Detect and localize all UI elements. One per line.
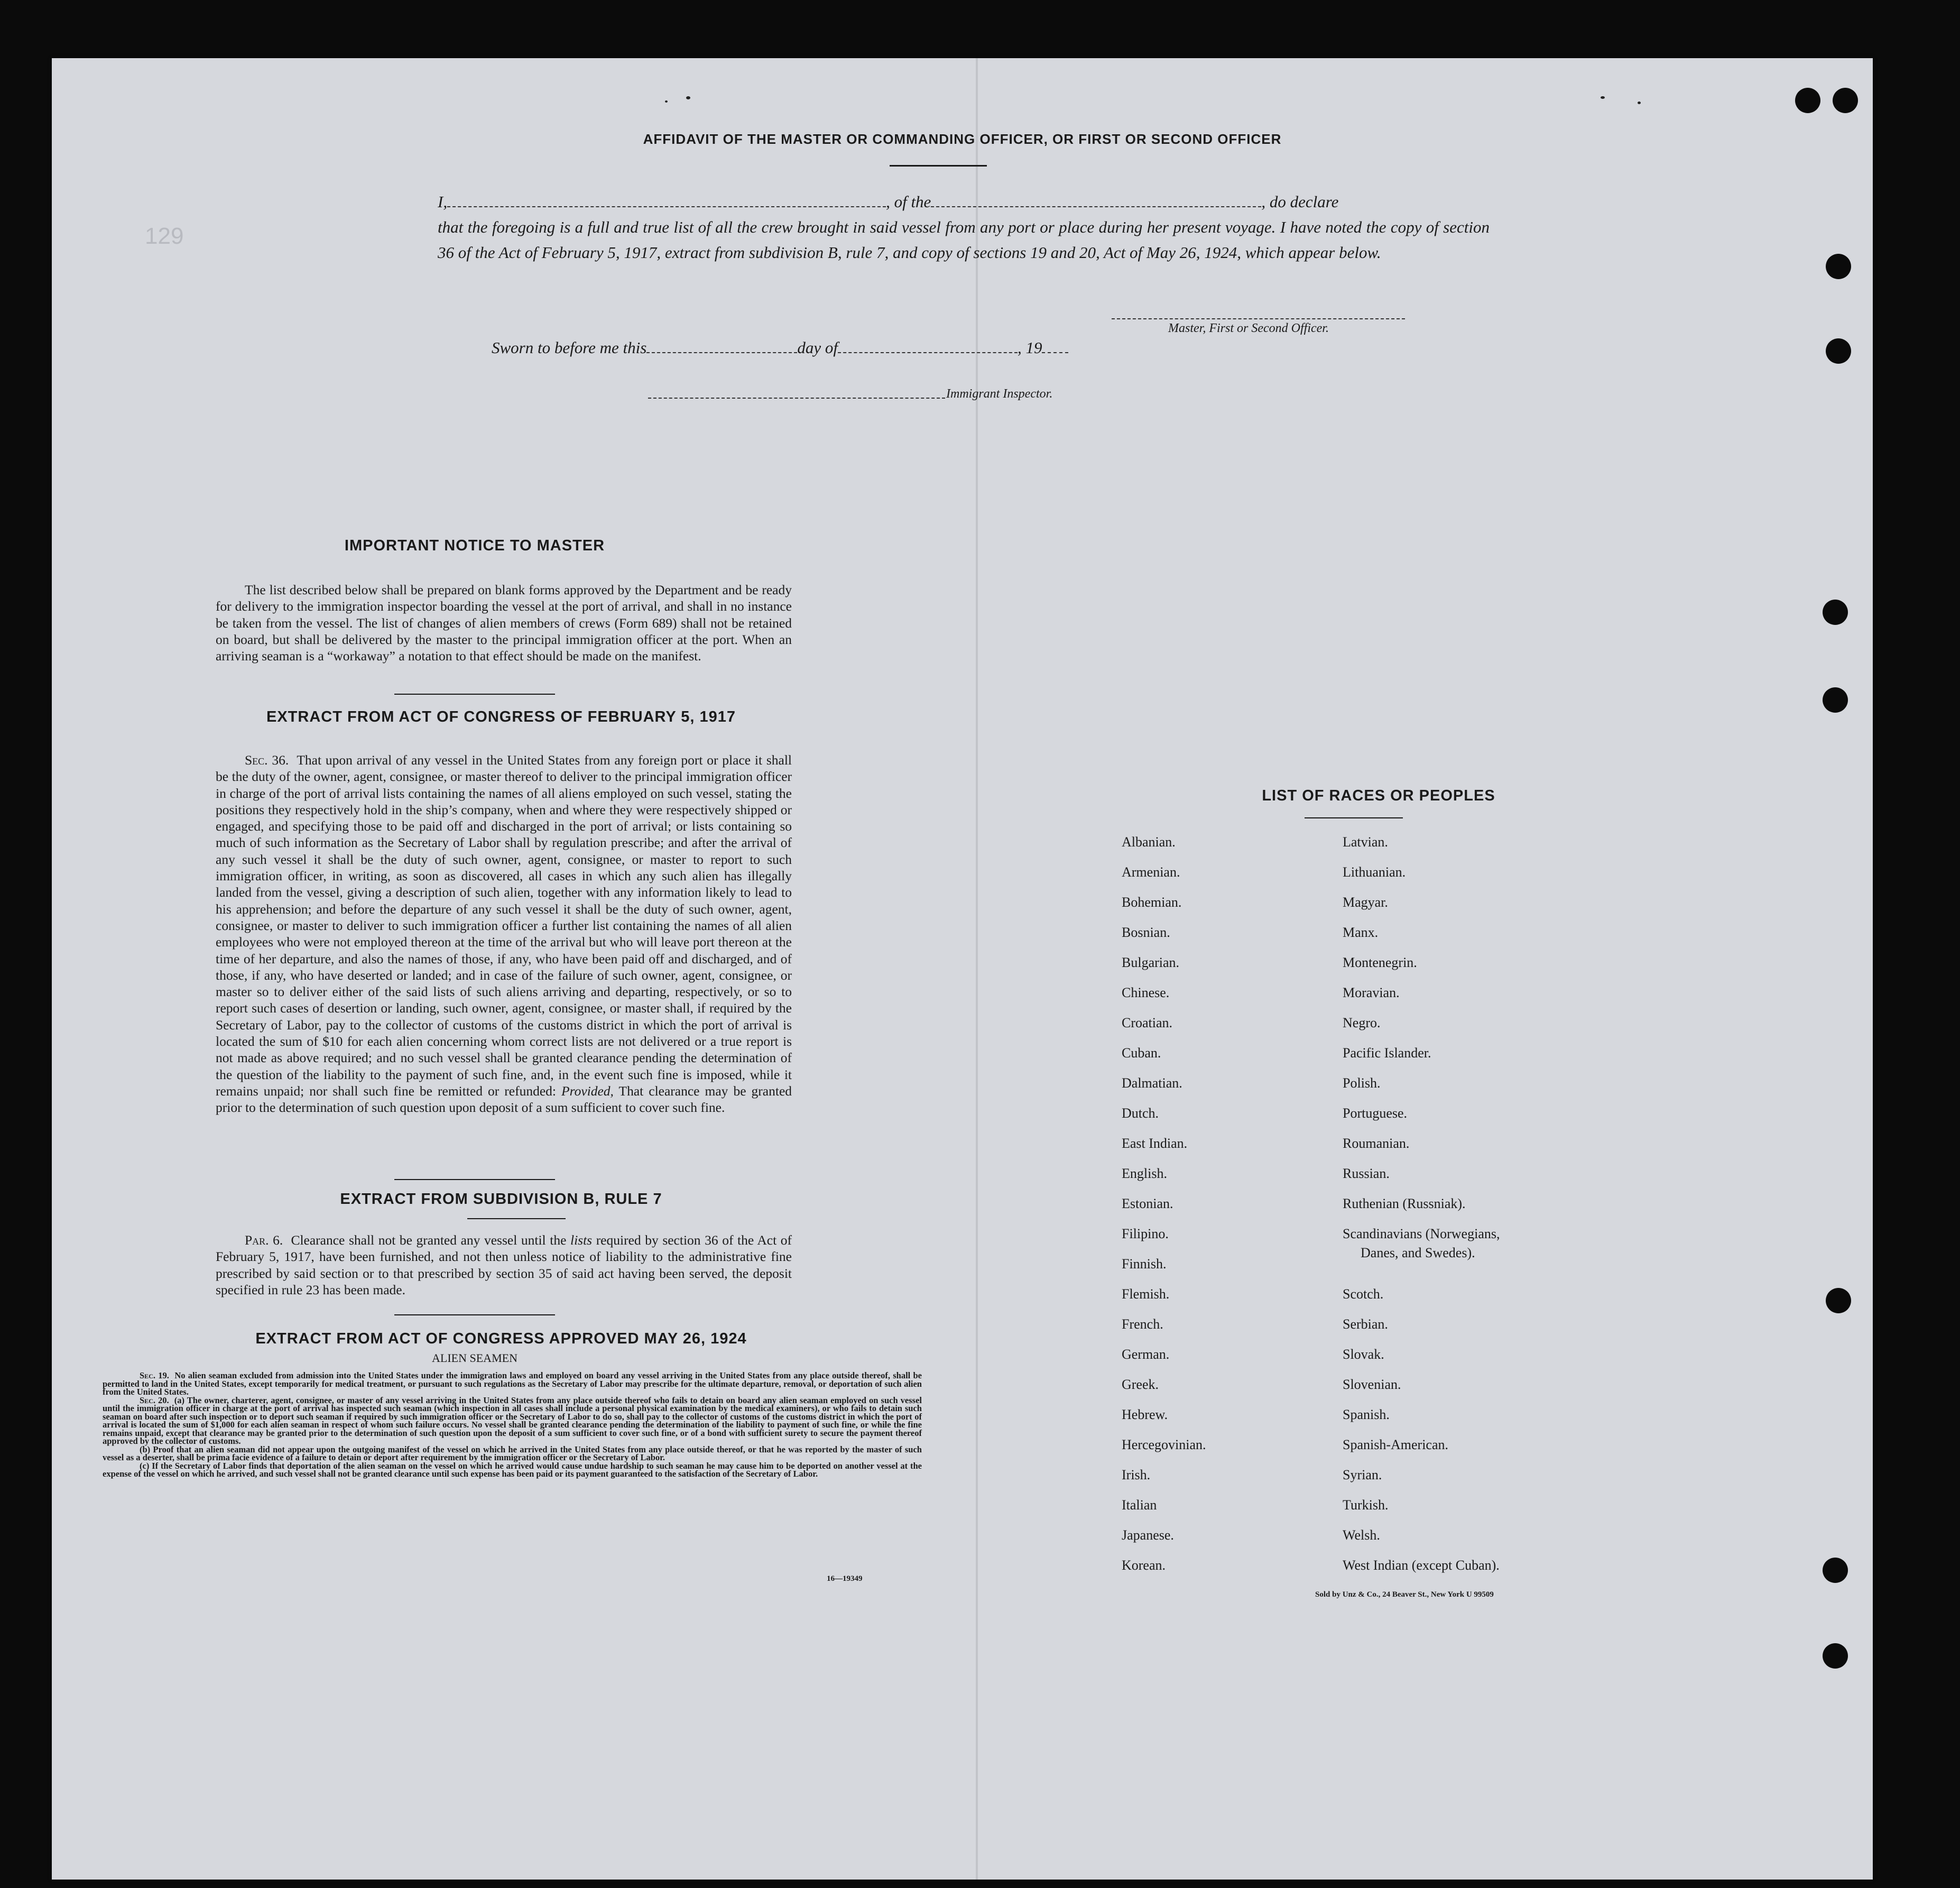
race-item: Lithuanian. xyxy=(1343,864,1406,880)
race-item: Korean. xyxy=(1122,1558,1166,1573)
race-item: Albanian. xyxy=(1122,834,1176,850)
punch-hole xyxy=(1823,600,1848,625)
race-item: Japanese. xyxy=(1122,1527,1174,1543)
speck xyxy=(665,100,668,103)
month-field-line xyxy=(838,342,1018,353)
punch-hole xyxy=(1826,1288,1851,1313)
vessel-field-line xyxy=(931,196,1261,207)
race-item: Estonian. xyxy=(1122,1196,1173,1211)
race-item: Magyar. xyxy=(1343,895,1388,910)
race-item: West Indian (except Cuban). xyxy=(1343,1558,1500,1573)
sec20a-text: (a) The owner, charterer, agent, consignee, or master of any vessel arriving in the United States from any place outside thereof who fails to detain on board any alien seaman employed on such vessel until the immigration officer in charge at the port of arrival has inspected such seaman (which inspection in all cases shall include a personal physical examination by the medical examiners), or who fails to detain such seaman on board after such inspection or to deport such seaman if required by such immigration officer or the Secretary of Labor to do so, shall pay to the collector of customs of the customs district in which the port of arrival is located the sum of $1,000 for each alien seaman in respect of whom such failure occurs. No vessel shall be granted clearance pending the determination of the liability to payment of such fine, or while the fine remains unpaid, except that clearance may be granted prior to the determination of such question upon the deposit of a sum sufficient to cover such fine, or of a bond with sufficient surety to secure the payment thereof approved by the collector of customs. xyxy=(103,1395,922,1446)
center-fold xyxy=(976,58,978,1880)
race-item: Hercegovinian. xyxy=(1122,1437,1206,1452)
race-item: Dutch. xyxy=(1122,1106,1159,1121)
punch-hole xyxy=(1826,254,1851,279)
section-divider xyxy=(394,694,555,695)
race-item: Armenian. xyxy=(1122,864,1180,880)
sec20-label: Sec. 20. xyxy=(140,1395,169,1405)
punch-hole xyxy=(1823,1643,1848,1669)
race-item: Greek. xyxy=(1122,1377,1159,1392)
par6-text-a: Clearance shall not be granted any vessel until the xyxy=(291,1232,567,1248)
race-item: Flemish. xyxy=(1122,1286,1170,1302)
race-item: Roumanian. xyxy=(1343,1136,1410,1151)
speck xyxy=(1601,96,1605,99)
title-rule xyxy=(890,165,987,167)
race-item: Slovenian. xyxy=(1343,1377,1401,1392)
par6-text-b: required by section 36 of the Act of February 5, 1917, have been furnished, and not then unless notice of liability to the administrative fine prescribed by said section or to that prescribed by section 35 of said act having been served, the deposit specified in rule 23 has been made. xyxy=(216,1232,792,1297)
race-item: Spanish. xyxy=(1343,1407,1390,1422)
race-item: Dalmatian. xyxy=(1122,1075,1182,1091)
race-item: Danes, and Swedes). xyxy=(1361,1245,1475,1260)
race-item: Irish. xyxy=(1122,1467,1151,1482)
extract-rule7-title: EXTRACT FROM SUBDIVISION B, RULE 7 xyxy=(340,1191,662,1208)
race-item: Bohemian. xyxy=(1122,895,1182,910)
inspector-signature-label: Immigrant Inspector. xyxy=(946,387,1053,401)
proviso-text: That clearance may be granted prior to the determination of such question upon deposit of a sum sufficient to cover such fine. xyxy=(216,1083,792,1116)
race-item: Russian. xyxy=(1343,1166,1390,1181)
proviso-label: Provided, xyxy=(561,1083,614,1099)
of-the-label: , of the xyxy=(886,192,931,211)
race-item: Chinese. xyxy=(1122,985,1170,1000)
inspector-signature-line xyxy=(648,398,945,399)
master-signature-line xyxy=(1112,318,1405,319)
race-item: Bulgarian. xyxy=(1122,955,1180,970)
section-divider xyxy=(394,1314,555,1315)
title-rule xyxy=(1305,817,1403,818)
sec20b-paragraph: (b) Proof that an alien seaman did not appear upon the outgoing manifest of the vessel on which he arrived in the United States from any place outside thereof, or that he was reported by the master of such vessel as a deserter, shall be prima facie evidence of a failure to detain or deport after requirement by the immigration officer or the Secretary of Labor. xyxy=(103,1444,922,1462)
extract-1917-text xyxy=(216,752,792,1116)
year-label: , 19 xyxy=(1017,338,1042,357)
race-item: Portuguese. xyxy=(1343,1106,1408,1121)
sworn-line xyxy=(492,338,1068,357)
affidavit-first-line xyxy=(438,189,1490,215)
affidavit-i-label: I, xyxy=(438,192,448,211)
document-page xyxy=(52,58,1873,1880)
speck xyxy=(1638,102,1641,104)
par6-label: Par. 6. xyxy=(245,1232,283,1248)
race-item: Italian xyxy=(1122,1497,1157,1513)
sec19-paragraph xyxy=(103,1371,922,1396)
race-item: Croatian. xyxy=(1122,1015,1173,1030)
notice-title: IMPORTANT NOTICE TO MASTER xyxy=(344,537,605,554)
races-title: LIST OF RACES OR PEOPLES xyxy=(1262,787,1495,804)
sworn-label: Sworn to before me this xyxy=(492,338,647,357)
punch-hole xyxy=(1823,1558,1848,1583)
notice-text: The list described below shall be prepared on blank forms approved by the Department and be ready for delivery to the immigration inspector boarding the vessel at the port of arrival, and shall in no instance be taken from the vessel. The list of changes of alien members of crews (Form 689) shall not be retained on board, but shall be delivered by the master to the principal immigration officer at the port. When an arriving seaman is a “workaway” a notation to that effect should be made on the manifest. xyxy=(216,582,792,664)
race-item: Scotch. xyxy=(1343,1286,1384,1302)
race-item: Pacific Islander. xyxy=(1343,1045,1431,1061)
alien-seamen-subtitle: ALIEN SEAMEN xyxy=(432,1351,517,1365)
extract-1924-text xyxy=(103,1371,922,1478)
punch-hole xyxy=(1826,338,1851,364)
sec36-label: Sec. 36. xyxy=(245,752,289,768)
name-field-line xyxy=(447,196,886,207)
punch-hole xyxy=(1833,88,1858,113)
race-item: Finnish. xyxy=(1122,1256,1167,1272)
bleed-through-mark: 129 xyxy=(145,223,184,249)
punch-hole xyxy=(1795,88,1820,113)
race-item: East Indian. xyxy=(1122,1136,1188,1151)
extract-1917-title: EXTRACT FROM ACT OF CONGRESS OF FEBRUARY 5, 1917 xyxy=(266,708,736,725)
printer-imprint: Sold by Unz & Co., 24 Beaver St., New York U 99509 xyxy=(1315,1590,1494,1599)
title-rule xyxy=(467,1218,566,1219)
extract-1924-title: EXTRACT FROM ACT OF CONGRESS APPROVED MAY 26, 1924 xyxy=(255,1330,747,1347)
race-item: Serbian. xyxy=(1343,1316,1388,1332)
sec20c-paragraph: (c) If the Secretary of Labor finds that deportation of the alien seaman on the vessel on which he arrived would cause undue hardship to such seaman he may cause him to be deported on another vessel at the expense of the vessel on which he arrived, and such vessel shall not be granted clearance until such expense has been paid or its payment guaranteed to the satisfaction of the Secretary of Labor. xyxy=(103,1460,922,1479)
extract-rule7-text xyxy=(216,1232,792,1298)
race-item: Spanish-American. xyxy=(1343,1437,1449,1452)
race-item: Bosnian. xyxy=(1122,925,1170,940)
race-item: Moravian. xyxy=(1343,985,1400,1000)
lists-word: lists xyxy=(570,1232,593,1248)
race-item: French. xyxy=(1122,1316,1163,1332)
race-item: Welsh. xyxy=(1343,1527,1380,1543)
race-item: Latvian. xyxy=(1343,834,1388,850)
race-item: Filipino. xyxy=(1122,1226,1169,1241)
speck xyxy=(686,96,690,99)
affidavit-statement: that the foregoing is a full and true list of all the crew brought in said vessel from any port or place during her present voyage. I have noted the copy of section 36 of the Act of February 5, 1917, extract from subdivision B, rule 7, and copy of sections 19 and 20, Act of May 26, 1924, which appear below. xyxy=(438,218,1490,262)
race-item: Cuban. xyxy=(1122,1045,1161,1061)
race-item: English. xyxy=(1122,1166,1167,1181)
master-signature-label: Master, First or Second Officer. xyxy=(1168,321,1329,335)
section-divider xyxy=(394,1179,555,1180)
race-item: Hebrew. xyxy=(1122,1407,1168,1422)
sec19-text: No alien seaman excluded from admission into the United States under the immigration laws and employed on board any vessel arriving in the United States from any place outside thereof, shall be permitted to land in the United States, except temporarily for medical treatment, or pursuant to such regulations as the Secretary of Labor may prescribe for the ultimate departure, removal, or deportation of such alien from the United States. xyxy=(103,1370,922,1397)
race-item: Montenegrin. xyxy=(1343,955,1417,970)
form-number: 16—19349 xyxy=(827,1574,863,1583)
day-of-label: day of xyxy=(797,338,838,357)
punch-hole xyxy=(1823,687,1848,713)
sec20a-paragraph xyxy=(103,1396,922,1445)
sec19-label: Sec. 19. xyxy=(140,1370,169,1380)
race-item: Scandinavians (Norwegians, xyxy=(1343,1226,1500,1241)
race-item: Polish. xyxy=(1343,1075,1381,1091)
race-item: Slovak. xyxy=(1343,1347,1384,1362)
affidavit-title: AFFIDAVIT OF THE MASTER OR COMMANDING OFFICER, OR FIRST OR SECOND OFFICER xyxy=(643,131,1282,147)
race-item: Syrian. xyxy=(1343,1467,1382,1482)
year-field-line xyxy=(1042,342,1068,353)
race-item: Turkish. xyxy=(1343,1497,1389,1513)
race-item: Ruthenian (Russniak). xyxy=(1343,1196,1466,1211)
day-field-line xyxy=(646,342,797,353)
do-declare-label: , do declare xyxy=(1261,192,1339,211)
affidavit-body xyxy=(438,189,1490,265)
race-item: German. xyxy=(1122,1347,1170,1362)
race-item: Manx. xyxy=(1343,925,1379,940)
sec36-text: That upon arrival of any vessel in the United States from any foreign port or place it shall be the duty of the owner, agent, consignee, or master thereof to deliver to the principal immigration officer in charge of the port of arrival lists containing the names of all aliens employed on such vessel, stating the positions they respectively hold in the ship’s company, when and where they were respectively shipped or engaged, and specifying those to be paid off and discharged in the port of arrival; or lists containing so much of such information as the Secretary of Labor shall by regulation prescribe; and after the arrival of any such vessel it shall be the duty of such owner, agent, consignee, or master to report to such immigration officer, in writing, as soon as discovered, all cases in which any such alien has illegally landed from the vessel, giving a description of such alien, together with any information likely to lead to his apprehension; and before the departure of any such vessel it shall be the duty of such owner, agent, consignee, or master to deliver to such immigration officer a further list containing the names of all alien employees who were not employed thereon at the time of the arrival but who will leave port thereon at the time of her departure, and also the names of those, if any, who have been paid off and discharged, and of those, if any, who have deserted or landed; and in case of the failure of such owner, agent, consignee, or master so to deliver either of the said lists of such aliens arriving and departing, respectively, or so to report such cases of desertion or landing, such owner, agent, consignee, or master shall, if required by the Secretary of Labor, pay to the collector of customs of the customs district in which the port of arrival is located the sum of $10 for each alien concerning whom correct lists are not delivered or a true report is not made as above required; and no such vessel shall be granted clearance pending the determination of the question of the liability to the payment of such fine, and, in the event such fine is imposed, while it remains unpaid; nor shall such fine be remitted or refunded: xyxy=(216,752,792,1099)
race-item: Negro. xyxy=(1343,1015,1381,1030)
